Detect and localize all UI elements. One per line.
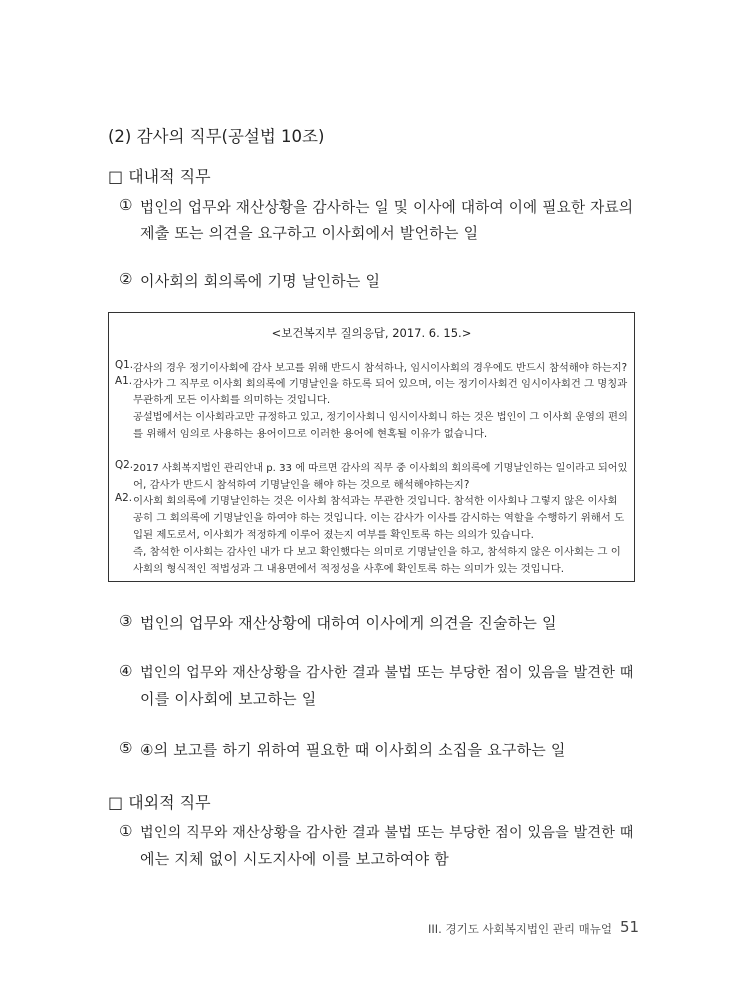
external-duties-label: □ 대외적 직무: [108, 793, 211, 812]
a2-line4: 즉, 참석한 이사회는 감사인 내가 다 보고 확인했다는 의미로 기명날인을 하고, 참석하지 않은 이사회는 그 이: [133, 546, 621, 558]
qa-box: [108, 312, 635, 582]
q2-line1: 2017 사회복지법인 관리안내 p. 33 에 따르면 감사의 직무 중 이사회의 회의록에 기명날인하는 일이라고 되어있: [133, 463, 628, 474]
internal-item-2-line1: 이사회의 회의록에 기명 날인하는 일: [140, 272, 381, 290]
section-heading: (2) 감사의 직무(공설법 10조): [108, 127, 325, 146]
a1-line4: 를 위해서 임의로 사용하는 용어이므로 이러한 용어에 현혹될 이유가 없습니다.: [133, 428, 488, 440]
internal-item-5-line1: ④의 보고를 하기 위하여 필요한 때 이사회의 소집을 요구하는 일: [140, 741, 566, 759]
internal-item-4-num: ④: [119, 662, 133, 680]
internal-duties-label: □ 대내적 직무: [108, 167, 211, 186]
a2-line5: 사회의 형식적인 적법성과 그 내용면에서 적정성을 사후에 확인토록 하는 의미가 있는 것입니다.: [133, 563, 565, 575]
external-item-1-line2: 에는 지체 없이 시도지사에 이를 보고하여야 함: [140, 850, 449, 868]
a2-label: A2.: [115, 492, 133, 504]
internal-item-4-line2: 이를 이사회에 보고하는 일: [140, 690, 317, 708]
qa-box-title: <보건복지부 질의응답, 2017. 6. 15.>: [271, 326, 472, 340]
q2-line2: 어, 감사가 반드시 참석하여 기명날인을 해야 하는 것으로 해석해야하는지?: [133, 479, 470, 491]
internal-item-3-num: ③: [119, 612, 133, 630]
internal-item-1-num: ①: [119, 196, 133, 214]
a1-label: A1.: [115, 375, 133, 387]
a2-line2: 공히 그 회의록에 기명날인을 하여야 하는 것입니다. 이는 감사가 이사를 감시하는 역할을 수행하기 위해서 도: [133, 512, 625, 524]
internal-item-5-num: ⑤: [119, 739, 133, 757]
a1-line1: 감사가 그 직무로 이사회 회의록에 기명날인을 하도록 되어 있으며, 이는 정기이사회건 임시이사회건 그 명칭과: [133, 378, 628, 390]
page-number: 51: [620, 918, 640, 936]
internal-item-3-line1: 법인의 업무와 재산상황에 대하여 이사에게 의견을 진술하는 일: [140, 614, 557, 632]
q2-label: Q2.: [115, 459, 134, 471]
q1-line1: 감사의 경우 정기이사회에 감사 보고를 위해 반드시 참석하나, 임시이사회의 경우에도 반드시 참석해야 하는지?: [133, 362, 628, 374]
q1-label: Q1.: [115, 359, 134, 371]
footer-text: III. 경기도 사회복지법인 관리 매뉴얼: [428, 922, 612, 936]
a2-line3: 입된 제도로서, 이사회가 적정하게 이루어 졌는지 여부를 확인토록 하는 의의가 있습니다.: [133, 529, 534, 541]
external-item-1-line1: 법인의 직무와 재산상황을 감사한 결과 불법 또는 부당한 점이 있음을 발견한 때: [140, 825, 634, 841]
internal-item-1-line1: 법인의 업무와 재산상황을 감사하는 일 및 이사에 대하여 이에 필요한 자료의: [140, 199, 634, 216]
internal-item-2-num: ②: [119, 270, 133, 288]
a1-line2: 무관하게 모든 이사회를 의미하는 것입니다.: [133, 394, 331, 406]
a2-line1: 이사회 회의록에 기명날인하는 것은 이사회 참석과는 무관한 것입니다. 참석한 이사회나 그렇지 않은 이사회: [133, 495, 618, 507]
external-item-1-num: ①: [119, 822, 133, 840]
internal-item-1-line2: 제출 또는 의견을 요구하고 이사회에서 발언하는 일: [140, 224, 479, 242]
internal-item-4-line1: 법인의 업무와 재산상황을 감사한 결과 불법 또는 부당한 점이 있음을 발견한 때: [140, 665, 634, 681]
a1-line3: 공설법에서는 이사회라고만 규정하고 있고, 정기이사회니 임시이사회니 하는 것은 법인이 그 이사회 운영의 편의: [133, 412, 628, 423]
